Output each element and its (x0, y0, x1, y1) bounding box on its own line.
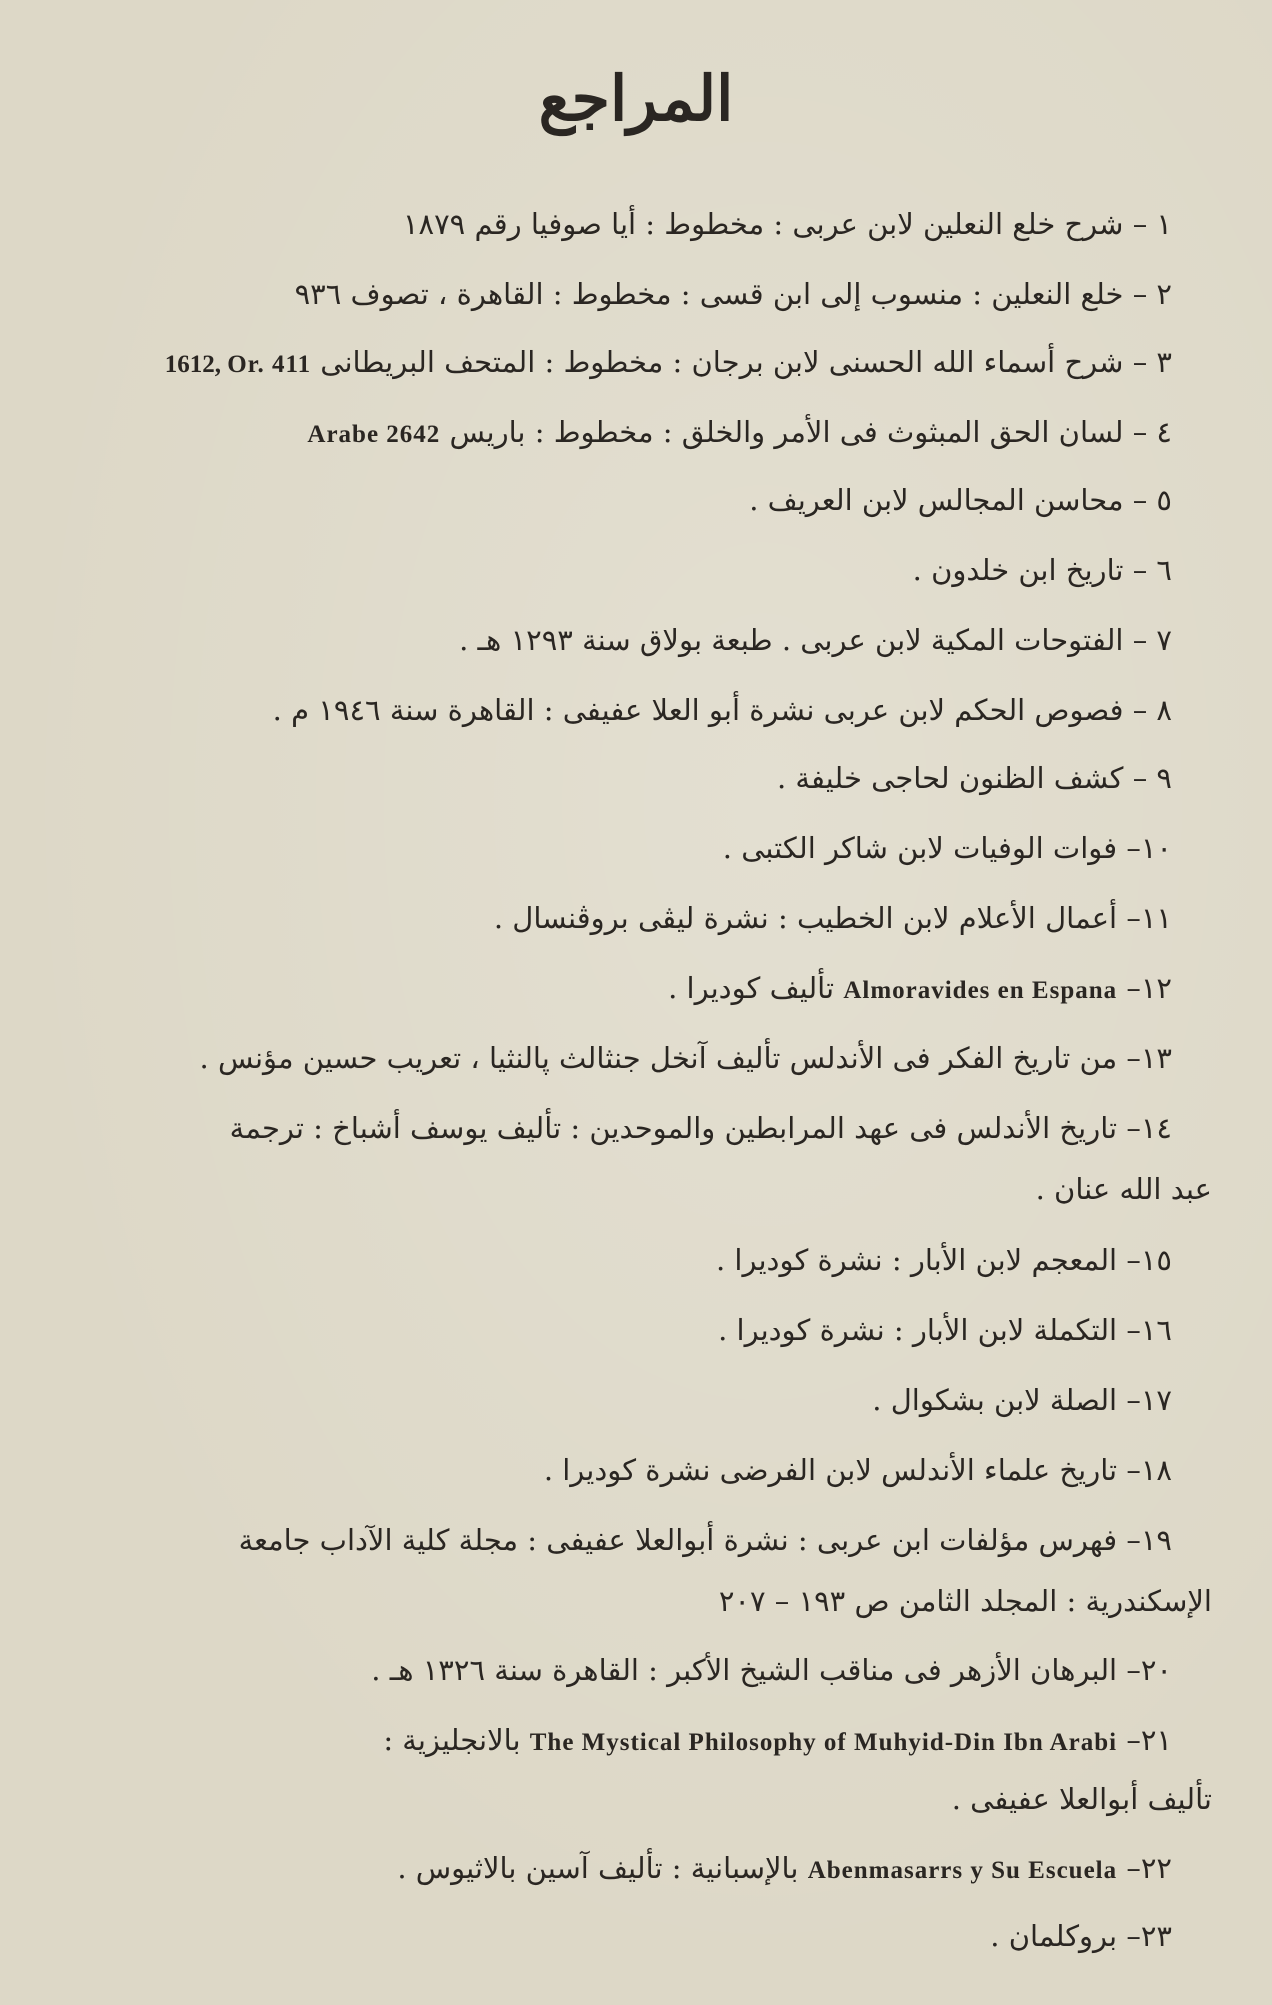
entry-text-continued: بالانجليزية : (383, 1723, 530, 1757)
entry-text: ٩ – كشف الظنون لحاجى خليفة . (777, 761, 1172, 795)
entry-text: ١٢– (1117, 971, 1172, 1005)
entry-text: ١٧– الصلة لابن بشكوال . (872, 1383, 1172, 1417)
entry-text: ٢٢– (1117, 1851, 1172, 1885)
entry-text: ٥ – محاسن المجالس لابن العريف . (749, 483, 1172, 517)
reference-entry-7 (90, 623, 1172, 657)
entry-text: ١٤– تاريخ الأندلس فى عهد المرابطين والموحدين : تأليف يوسف أشباخ : ترجمة (229, 1111, 1172, 1145)
entry-text: ٤ – لسان الحق المبثوث فى الأمر والخلق : مخطوط : باريس (440, 415, 1172, 449)
reference-entry-3 (90, 345, 1172, 379)
reference-entry-1 (90, 207, 1172, 241)
entry-text: ١٣– من تاريخ الفكر فى الأندلس تأليف آنخل جنثالث پالنثيا ، تعريب حسين مؤنس . (199, 1041, 1172, 1075)
entry-text: ١٩– فهرس مؤلفات ابن عربى : نشرة أبوالعلا عفيفى : مجلة كلية الآداب جامعة (238, 1523, 1172, 1557)
reference-entry-11 (90, 901, 1172, 935)
entry-text: ٢ – خلع النعلين : منسوب إلى ابن قسى : مخطوط : القاهرة ، تصوف ٩٣٦ (294, 277, 1172, 311)
entry-text: ٧ – الفتوحات المكية لابن عربى . طبعة بولاق سنة ١٢٩٣ هـ . (459, 623, 1172, 657)
entry-text: ٨ – فصوص الحكم لابن عربى نشرة أبو العلا عفيفى : القاهرة سنة ١٩٤٦ م . (272, 693, 1172, 727)
reference-entry-19 (90, 1523, 1172, 1557)
reference-entry-23 (90, 1919, 1172, 1953)
entry-text: ٦ – تاريخ ابن خلدون . (912, 553, 1172, 587)
reference-entry-22 (90, 1851, 1172, 1885)
reference-entry-21-continuation: تأليف أبوالعلا عفيفى . (951, 1782, 1212, 1816)
reference-entry-18 (90, 1453, 1172, 1487)
reference-entry-21 (90, 1723, 1172, 1757)
entry-text: ٢٣– بروكلمان . (990, 1919, 1172, 1953)
entry-latin-text: Abenmasarrs y Su Escuela (807, 1857, 1118, 1884)
entry-latin-text: Arabe 2642 (307, 421, 441, 448)
reference-entry-14-continuation: عبد الله عنان . (1035, 1172, 1212, 1206)
entry-latin-text: The Mystical Philosophy of Muhyid-Din Ibn Arabi (529, 1729, 1118, 1756)
reference-entry-19-continuation: الإسكندرية : المجلد الثامن ص ١٩٣ – ٢٠٧ (718, 1584, 1212, 1618)
reference-entry-13 (90, 1041, 1172, 1075)
page-title: المراجع (538, 62, 734, 135)
entry-text: ١ – شرح خلع النعلين لابن عربى : مخطوط : أيا صوفيا رقم ١٨٧٩ (402, 207, 1172, 241)
reference-entry-12 (90, 971, 1172, 1005)
entry-text-continued: تأليف كوديرا . (668, 971, 844, 1005)
reference-entry-5 (90, 483, 1172, 517)
reference-entry-15 (90, 1243, 1172, 1277)
reference-entry-2 (90, 277, 1172, 311)
entry-text-continued: بالإسبانية : تأليف آسين بالاثيوس . (397, 1851, 808, 1885)
reference-entry-17 (90, 1383, 1172, 1417)
reference-entry-9 (90, 761, 1172, 795)
reference-entry-4 (90, 415, 1172, 449)
reference-entry-8 (90, 693, 1172, 727)
entry-text: ١٠– فوات الوفيات لابن شاكر الكتبى . (722, 831, 1172, 865)
reference-entry-14 (90, 1111, 1172, 1145)
entry-text: ١١– أعمال الأعلام لابن الخطيب : نشرة ليڤى بروڤنسال . (493, 901, 1172, 935)
reference-entry-10 (90, 831, 1172, 865)
entry-text: ٢١– (1117, 1723, 1172, 1757)
entry-text: ٢٠– البرهان الأزهر فى مناقب الشيخ الأكبر : القاهرة سنة ١٣٢٦ هـ . (371, 1653, 1172, 1687)
reference-entry-16 (90, 1313, 1172, 1347)
entry-latin-text: Almoravides en Espana (843, 977, 1118, 1004)
entry-text: ٣ – شرح أسماء الله الحسنى لابن برجان : مخطوط : المتحف البريطانى (311, 345, 1172, 379)
entry-text: ١٦– التكملة لابن الأبار : نشرة كوديرا . (718, 1313, 1172, 1347)
entry-text: ١٥– المعجم لابن الأبار : نشرة كوديرا . (715, 1243, 1172, 1277)
reference-entry-6 (90, 553, 1172, 587)
reference-entry-20 (90, 1653, 1172, 1687)
entry-text: ١٨– تاريخ علماء الأندلس لابن الفرضى نشرة كوديرا . (543, 1453, 1172, 1487)
entry-latin-text: 1612, Or. 411 (164, 351, 312, 378)
